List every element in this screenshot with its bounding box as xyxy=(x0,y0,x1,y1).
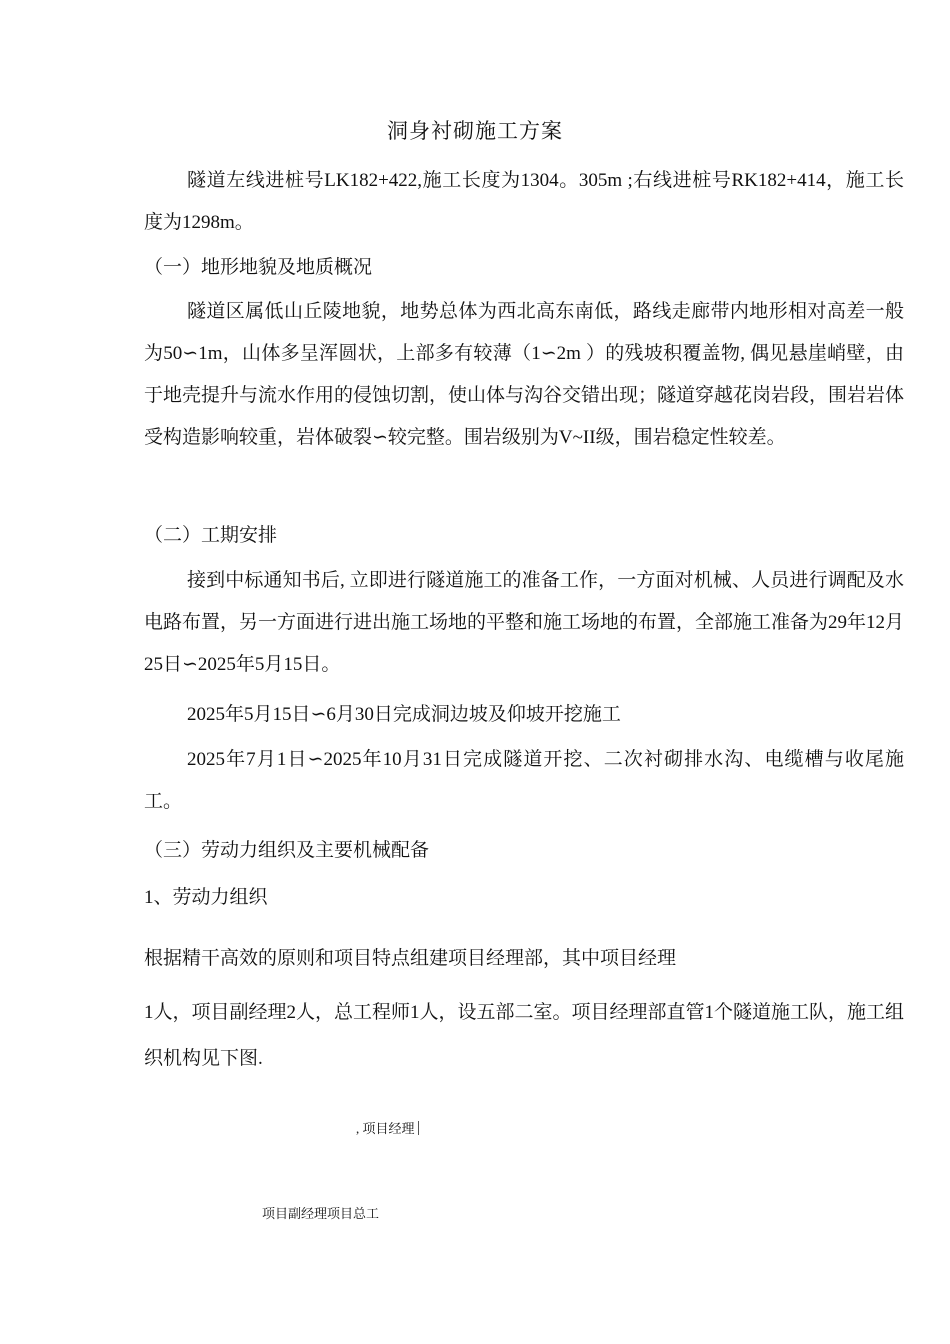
org-chart-connector xyxy=(418,1121,419,1135)
org-chart-second-node: 项目副经理项目总工 xyxy=(262,1206,380,1221)
section1-heading: （一）地形地貌及地质概况 xyxy=(144,257,373,278)
section1-body: 隧道区属低山丘陵地貌，地势总体为西北高东南低，路线走廊带内地形相对高差一般为50∽1m，山体多呈浑圆状，上部多有较薄（1∽2m ）的残坡积覆盖物, 偶见悬崖峭壁，由于地壳提升与流水作用的侵蚀切割，使山体与沟谷交错出现；隧道穿越花岗岩段，围岩岩体受构造影响较重，岩体破裂∽较完整。围岩级别为V~II级，围岩稳定性较差。 xyxy=(144,301,905,448)
section2-schedule-line: 2025年5月15日∽6月30日完成洞边坡及仰坡开挖施工 xyxy=(187,704,621,725)
section2-heading: （二）工期安排 xyxy=(144,525,278,546)
section2-paragraph: 接到中标通知书后, 立即进行隧道施工的准备工作，一方面对机械、人员进行调配及水电路布置，另一方面进行进出施工场地的平整和施工场地的布置，全部施工准备为29年12月25日∽2025年5月15日。 xyxy=(144,570,905,675)
section3-heading: （三）劳动力组织及主要机械配备 xyxy=(144,840,430,861)
section3-subheading: 1、劳动力组织 xyxy=(144,887,268,908)
section2-schedule-paragraph: 2025年7月1日∽2025年10月31日完成隧道开挖、二次衬砌排水沟、电缆槽与收尾施工。 xyxy=(144,749,904,812)
labor-paragraph-line1: 根据精干高效的原则和项目特点组建项目经理部，其中项目经理 xyxy=(144,948,677,969)
intro-paragraph: 隧道左线进桩号LK182+422,施工长度为1304。305m ;右线进桩号RK182+414，施工长度为1298m。 xyxy=(144,170,904,233)
document-title: 洞身衬砌施工方案 xyxy=(387,119,563,143)
org-chart-top-label: , 项目经理 xyxy=(356,1121,415,1136)
org-chart-top-node xyxy=(356,1120,419,1138)
labor-paragraph-line2: 1人，项目副经理2人，总工程师1人，设五部二室。项目经理部直管1个隧道施工队，施工组织机构见下图. xyxy=(144,1002,905,1069)
